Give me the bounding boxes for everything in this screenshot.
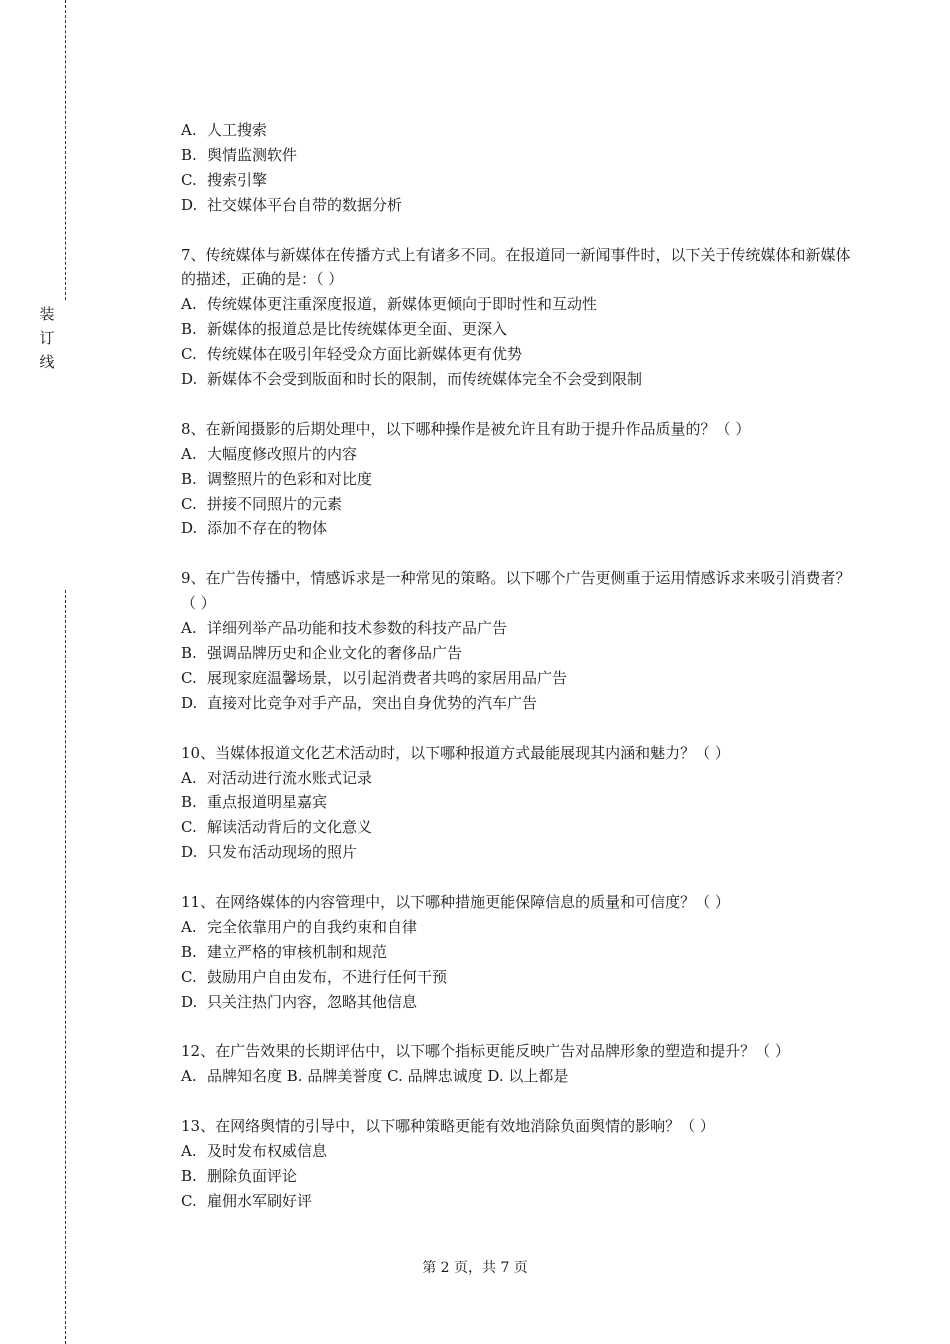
- option: [181, 467, 851, 492]
- option-text: 展现家庭温馨场景，以引起消费者共鸣的家居用品广告: [207, 668, 568, 687]
- option-letter: D.: [181, 370, 198, 389]
- option: [181, 940, 851, 965]
- option: [181, 168, 851, 193]
- option: [181, 1164, 851, 1189]
- option: [181, 193, 851, 218]
- option-letter: B.: [181, 145, 197, 164]
- option-text: 直接对比竞争对手产品，突出自身优势的汽车广告: [207, 693, 538, 712]
- option: [181, 342, 851, 367]
- option-letter: B.: [181, 320, 197, 339]
- question-7: [181, 243, 851, 392]
- option-text: 重点报道明星嘉宾: [207, 793, 328, 812]
- option: [181, 965, 851, 990]
- option: [181, 840, 851, 865]
- option-letter: C.: [181, 668, 197, 687]
- question-stem: 11、在网络媒体的内容管理中，以下哪种措施更能保障信息的质量和可信度？（ ）: [181, 893, 730, 912]
- option-letter: A.: [181, 295, 197, 314]
- option: [181, 367, 851, 392]
- question-10: [181, 741, 851, 866]
- page-number: 第 2 页，共 7 页: [422, 1260, 528, 1276]
- option-text: 拼接不同照片的元素: [207, 494, 343, 513]
- option: [181, 766, 851, 791]
- option: [181, 790, 851, 815]
- option-letter: C.: [181, 170, 197, 189]
- option-letter: D.: [181, 693, 198, 712]
- option: [181, 492, 851, 517]
- option-letter: D.: [181, 992, 198, 1011]
- option-text: 对活动进行流水账式记录: [207, 768, 373, 787]
- option-letter: A.: [181, 768, 197, 787]
- binding-label-char: 线: [39, 353, 55, 371]
- option-letter: A.: [181, 917, 197, 936]
- question-6-continued: [181, 118, 851, 218]
- option-text: 人工搜索: [207, 121, 268, 139]
- question-9: [181, 566, 851, 715]
- option: [181, 292, 851, 317]
- question-stem: 13、在网络舆情的引导中，以下哪种策略更能有效地消除负面舆情的影响？（ ）: [181, 1117, 715, 1136]
- option-text: 搜索引擎: [207, 170, 268, 189]
- option-letter: A.: [181, 1142, 197, 1161]
- option-letter: A.: [181, 121, 197, 139]
- option-letter: D.: [181, 195, 198, 214]
- option-letter: A.: [181, 444, 197, 463]
- option: [181, 915, 851, 940]
- option-text: 新媒体的报道总是比传统媒体更全面、更深入: [207, 320, 508, 339]
- option: [181, 143, 851, 168]
- question-13: [181, 1114, 851, 1214]
- option-letter: C.: [181, 494, 197, 513]
- option-letter: C.: [181, 967, 197, 986]
- option-text: 添加不存在的物体: [207, 519, 328, 538]
- question-stem: 8、在新闻摄影的后期处理中，以下哪种操作是被允许且有助于提升作品质量的？（ ）: [181, 419, 751, 438]
- option-text: 舆情监测软件: [207, 145, 298, 164]
- option-text: 品牌知名度 B. 品牌美誉度 C. 品牌忠诚度 D. 以上都是: [207, 1067, 569, 1086]
- option-text: 完全依靠用户的自我约束和自律: [207, 917, 418, 936]
- question-stem: 10、当媒体报道文化艺术活动时，以下哪种报道方式最能展现其内涵和魅力？（ ）: [181, 743, 730, 762]
- option: [181, 118, 851, 143]
- option-letter: B.: [181, 469, 197, 488]
- option-letter: B.: [181, 942, 197, 961]
- option: [181, 815, 851, 840]
- option-letter: D.: [181, 519, 198, 538]
- option: [181, 666, 851, 691]
- binding-line-bottom: [65, 590, 66, 1344]
- option-text: 建立严格的审核机制和规范: [207, 942, 388, 961]
- option-text: 传统媒体在吸引年轻受众方面比新媒体更有优势: [207, 345, 523, 364]
- binding-label: [37, 302, 57, 374]
- option-letter: A.: [181, 619, 197, 638]
- option: [181, 1189, 851, 1214]
- question-11: [181, 890, 851, 1015]
- option-letter: B.: [181, 1166, 197, 1185]
- option-letter: D.: [181, 843, 198, 862]
- question-stem: 9、在广告传播中，情感诉求是一种常见的策略。以下哪个广告更侧重于运用情感诉求来吸引消费者？（ ）: [181, 569, 851, 613]
- option: [181, 442, 851, 467]
- option-letter: A.: [181, 1067, 197, 1086]
- option-text: 详细列举产品功能和技术参数的科技产品广告: [207, 619, 508, 638]
- option-text: 鼓励用户自由发布，不进行任何干预: [207, 967, 448, 986]
- option-text: 新媒体不会受到版面和时长的限制，而传统媒体完全不会受到限制: [207, 370, 643, 389]
- question-8: [181, 417, 851, 542]
- option-letter: C.: [181, 345, 197, 364]
- option: [181, 616, 851, 641]
- option-text: 只发布活动现场的照片: [207, 843, 358, 862]
- binding-label-char: 订: [39, 329, 55, 347]
- option: [181, 516, 851, 541]
- option-text: 只关注热门内容，忽略其他信息: [207, 992, 418, 1011]
- option-text: 调整照片的色彩和对比度: [207, 469, 373, 488]
- question-stem: 12、在广告效果的长期评估中，以下哪个指标更能反映广告对品牌形象的塑造和提升？（ ）: [181, 1042, 790, 1061]
- binding-line-top: [65, 0, 66, 300]
- option-text: 及时发布权威信息: [207, 1142, 328, 1161]
- option-letter: C.: [181, 1191, 197, 1210]
- question-stem: 7、传统媒体与新媒体在传播方式上有诸多不同。在报道同一新闻事件时，以下关于传统媒体和新媒体的描述，正确的是：（ ）: [181, 245, 851, 289]
- option: [181, 990, 851, 1015]
- option-text: 强调品牌历史和企业文化的奢侈品广告: [207, 643, 463, 662]
- question-list: [181, 118, 851, 1239]
- option: [181, 641, 851, 666]
- binding-label-char: 装: [39, 305, 55, 323]
- option-text: 删除负面评论: [207, 1166, 298, 1185]
- option-text: 传统媒体更注重深度报道，新媒体更倾向于即时性和互动性: [207, 295, 598, 314]
- option-text: 雇佣水军刷好评: [207, 1191, 313, 1210]
- option-text: 大幅度修改照片的内容: [207, 444, 358, 463]
- option: [181, 317, 851, 342]
- question-12: [181, 1039, 851, 1089]
- option: [181, 1064, 851, 1089]
- option-letter: C.: [181, 818, 197, 837]
- option: [181, 691, 851, 716]
- option-text: 解读活动背后的文化意义: [207, 818, 373, 837]
- option: [181, 1139, 851, 1164]
- option-letter: B.: [181, 793, 197, 812]
- option-text: 社交媒体平台自带的数据分析: [207, 195, 403, 214]
- option-letter: B.: [181, 643, 197, 662]
